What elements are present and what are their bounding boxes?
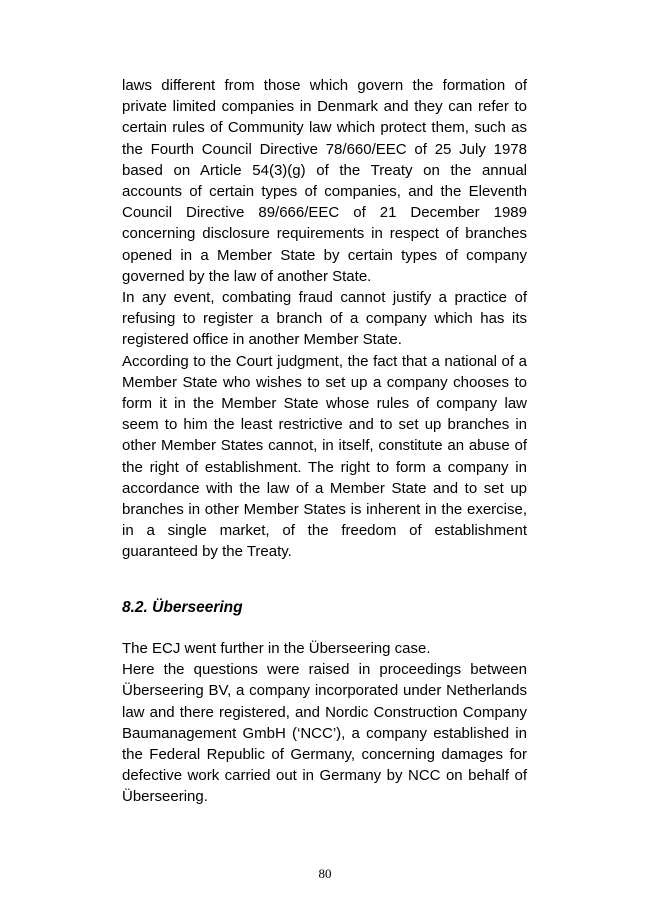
body-text-block [122, 75, 527, 563]
page-number: 80 [318, 866, 332, 881]
paragraph: The ECJ went further in the Überseering case. [122, 640, 431, 657]
body-text-block [122, 638, 527, 808]
section-heading: 8.2. Überseering [122, 599, 243, 616]
paragraph: In any event, combating fraud cannot justify a practice of refusing to register a branch of a company which has its registered office in another Member State. [122, 289, 527, 349]
paragraph: According to the Court judgment, the fact that a national of a Member State who wishes to set up a company chooses to form it in the Member State whose rules of company law seem to him the least restrictive and to set up branches in other Member States cannot, in itself, constitute an abuse of the right of establishment. The right to form a company in accordance with the law of a Member State and to set up branches in other Member States is inherent in the exercise, in a single market, of the freedom of establishment guaranteed by the Treaty. [122, 352, 527, 561]
paragraph: laws different from those which govern the formation of private limited companies in Denmark and they can refer to certain rules of Community law which protect them, such as the Fourth Council Directive 78/660/EEC of 25 July 1978 based on Article 54(3)(g) of the Treaty on the annual accounts of certain types of companies, and the Eleventh Council Directive 89/666/EEC of 21 December 1989 concerning disclosure requirements in respect of branches opened in a Member State by certain types of company governed by the law of another State. [122, 77, 527, 285]
paragraph: Here the questions were raised in proceedings between Überseering BV, a company incorporated under Netherlands law and there registered, and Nordic Construction Company Baumanagement GmbH (‘NCC’), a company established in the Federal Republic of Germany, concerning damages for defective work carried out in Germany by NCC on behalf of Überseering. [122, 661, 527, 806]
